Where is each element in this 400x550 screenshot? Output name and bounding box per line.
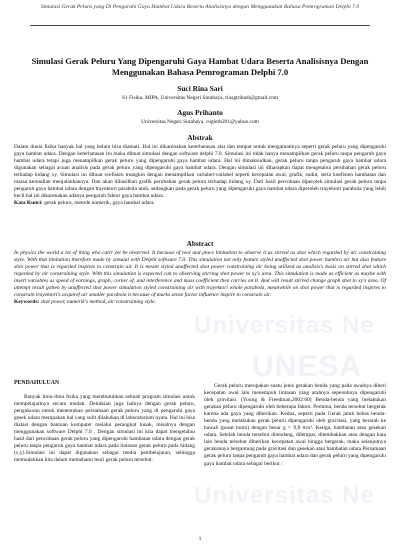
- abstrak-body: [14, 144, 386, 207]
- author-affiliation-1: S1 Fisika, MIPA, Universitas Negeri Surabaya, riusgtribadi@gmail.com: [122, 95, 278, 101]
- left-column: [14, 380, 195, 464]
- abstrak-heading: Abstrak: [187, 134, 213, 142]
- author-name-2: Agus Prihanto: [177, 108, 223, 117]
- watermark-line-3: Universitas Ne: [194, 482, 375, 509]
- author-affiliation-2: Universitas Negeri Surabaya, cogierb201@yahoo.com: [141, 119, 259, 125]
- watermark-line-2: UNESA: [252, 350, 363, 383]
- page-number: 1: [198, 536, 202, 542]
- pendahuluan-paragraph-right: Gerak peluru merupakan suatu jenis gerakan benda yang pada awalnya diberi kecepatan awal lalu menempuh lintasan yang arahnya sepenuhnya dipengaruhi oleh gravitasi. (Young & Freedman,2002:60) Benda-benda yang melakukan gerakan peluru dipengaruhi oleh beberapa faktor. Pertama, benda tersebut bergerak karena ada gaya yang diberikan. Kedua, seperti pada Gerak jatuh bebas benda-benda yang melakukan gerak peluru dipengaruhi oleh gravitasi, yang berarah ke bawah (pusat bumi) dengan besar g = 9,8 m/s². Ketiga, hambatan atau gesekan udara. Setelah benda tersebut ditendang, dilempar, ditembakkan atau dengan kata lain benda tersebut diberikan kecepatan awal hingga bergerak, maka selanjutnya gerakannya bergantung pada gravitasi dan gesekan atau hambatan udara.Persamaan gerak peluru tanpa pengaruh gaya hambat udara dan gerak peluru yang dipengaruhi gaya hambat udara sebagai berikut :: [204, 383, 386, 467]
- abstract-text: In physics the world a lot of thing who can't yet be observed. It because of tool and place limitation to observe it as stirred as shot which regarded by air constraining style. With that limitation therefore made by simulat with Delphi software 7.0. This simulation not only feature styled unaffected shot power hambra air but also feature shot power that is regarded inspires to constrain air. It is meant styled unaffected shot power constraining air being utilized as analisis's basis on stirred shot which regarded by air constraining style. With this simulation is expected can to observing stirring shot power to xy's area. This simulation is made as efficient as maybe with insert variables as speed of earnings, graph, corner of, and interference and mass coefficient then carries on it. And will result stirred change graph shot to xy's area. Of attempt result gotten by unaffected shot power simulation styled constraining air with trayektori whole parabola, meanwhile on shot power that is regarded inspires to constrain trayektori's acquiref air smaller parabola it because of marks sense factor influence inspire to constrain air.: [14, 250, 386, 299]
- pendahuluan-paragraph-left: Banyak ilmu-ilmu fisika yang membutuhkan sebuah program simulasi untuk mempelajarinya secara mudah. Demikian juga halnya dengan gerak peluru, pengukuran untuk menentukan persamaan gerak peluru yang di pengaruhi gaya gesek udara merupakan hal yang sulit dilakukan di laboratorium nyata. Hal ini bisa diatasi dengan bantuan komputer melalui perangkat lunak, misalnya dengan menggunakan software Delphi 7.0 . Dengan simulasi ini kita dapat mengetahui hasil dari pencobaan gerak peluru yang dipengaruhi hambatan udara dengan gerak peluru tanpa pengaruh gaya hambat udara pada lintasan gerak peluru pada bidang (x,y).Simulasi ini dapat digunakan sebagai media pembelajaran, sehingga memudahkan kita dalam memahami teori gerak peluru tersebut.: [14, 394, 195, 464]
- paper-title: Simulasi Gerak Peluru Yang Dipengaruhi Gaya Hambat Udara Beserta Analisisnya Dengan Menggunakan Bahasa Pemrograman Delphi 7.0: [31, 56, 369, 77]
- abstract-body: [14, 250, 386, 306]
- running-header: Simulasi Gerak Peluru yang Di Pengaruhi Gaya Hambat Udara Beserta Analisisnya dengan Menggunakan Bahasa Pemrograman Delphi 7.0: [40, 4, 360, 10]
- abstract-keywords: shot power, numerik's method, air constraining style.: [40, 299, 156, 306]
- abstrak-keywords-label: Kata Kunci:: [14, 200, 43, 207]
- abstract-keywords-label: Keywords:: [14, 299, 40, 306]
- right-column: [204, 383, 386, 468]
- author-name-1: Suci Rina Sari: [177, 84, 223, 93]
- header-rule: [30, 25, 370, 26]
- abstrak-keywords: gerak peluru, metode numerik, gaya hambat udara.: [44, 200, 155, 207]
- abstract-heading: Abstract: [186, 240, 214, 248]
- abstrak-text: Dalam dunia fisika banyak hal yang belum bisa diamati. Hal ini dikarenakan keterbatasan alat dan tempat untuk mengamatinya seperti gerak peluru yang dipengaruhi gaya hambat udara. Dengan keterbatasan itu maka dibuat simulasi dengan software delphi 7.0. Simulasi ini tidak hanya menampilkan gerak peluru tanpa pengaruh gaya hambat udara tetapi juga menampilkan gerak peluru yang dipengaruhi gaya hambat udara. Hal ini dimaksudkan, gerak peluru tanpa pengaruh gaya hambat udara digunakan sebagai acuan analisis pada gerak peluru yang dipengaruhi gaya hambat udara. Dengan simulasi ini diharapkan dapat mengetahui perubahan gerak peluru terhadap bidang xy. Simulasi ini dibuat scefisien mungkin dengan menampilkan variabel-variabel seperti kecepatan awal, grafik, sudut, serta koefisien hambatan dan massa kemudian menjalankannya. Dan akan dihasilkan grafik perubahan gerak peluru terhadap bidang xy. Dari hasil percobaan diperoleh simulasi gerak peluru tanpa pengaruh gaya hambat udara dengan trayektori parabola utuh, sedangkan pada gerak peluru yang dipengaruhi gaya hambat udara diperoleh trayektori parabola yang lebih kecil hal ini dikarenakan adanya pengaruh faktor gaya hambat udara.: [14, 144, 386, 200]
- section-heading-pendahuluan: PENDAHULUAN: [14, 380, 60, 386]
- watermark-line-1: Universitas Ne: [194, 312, 375, 339]
